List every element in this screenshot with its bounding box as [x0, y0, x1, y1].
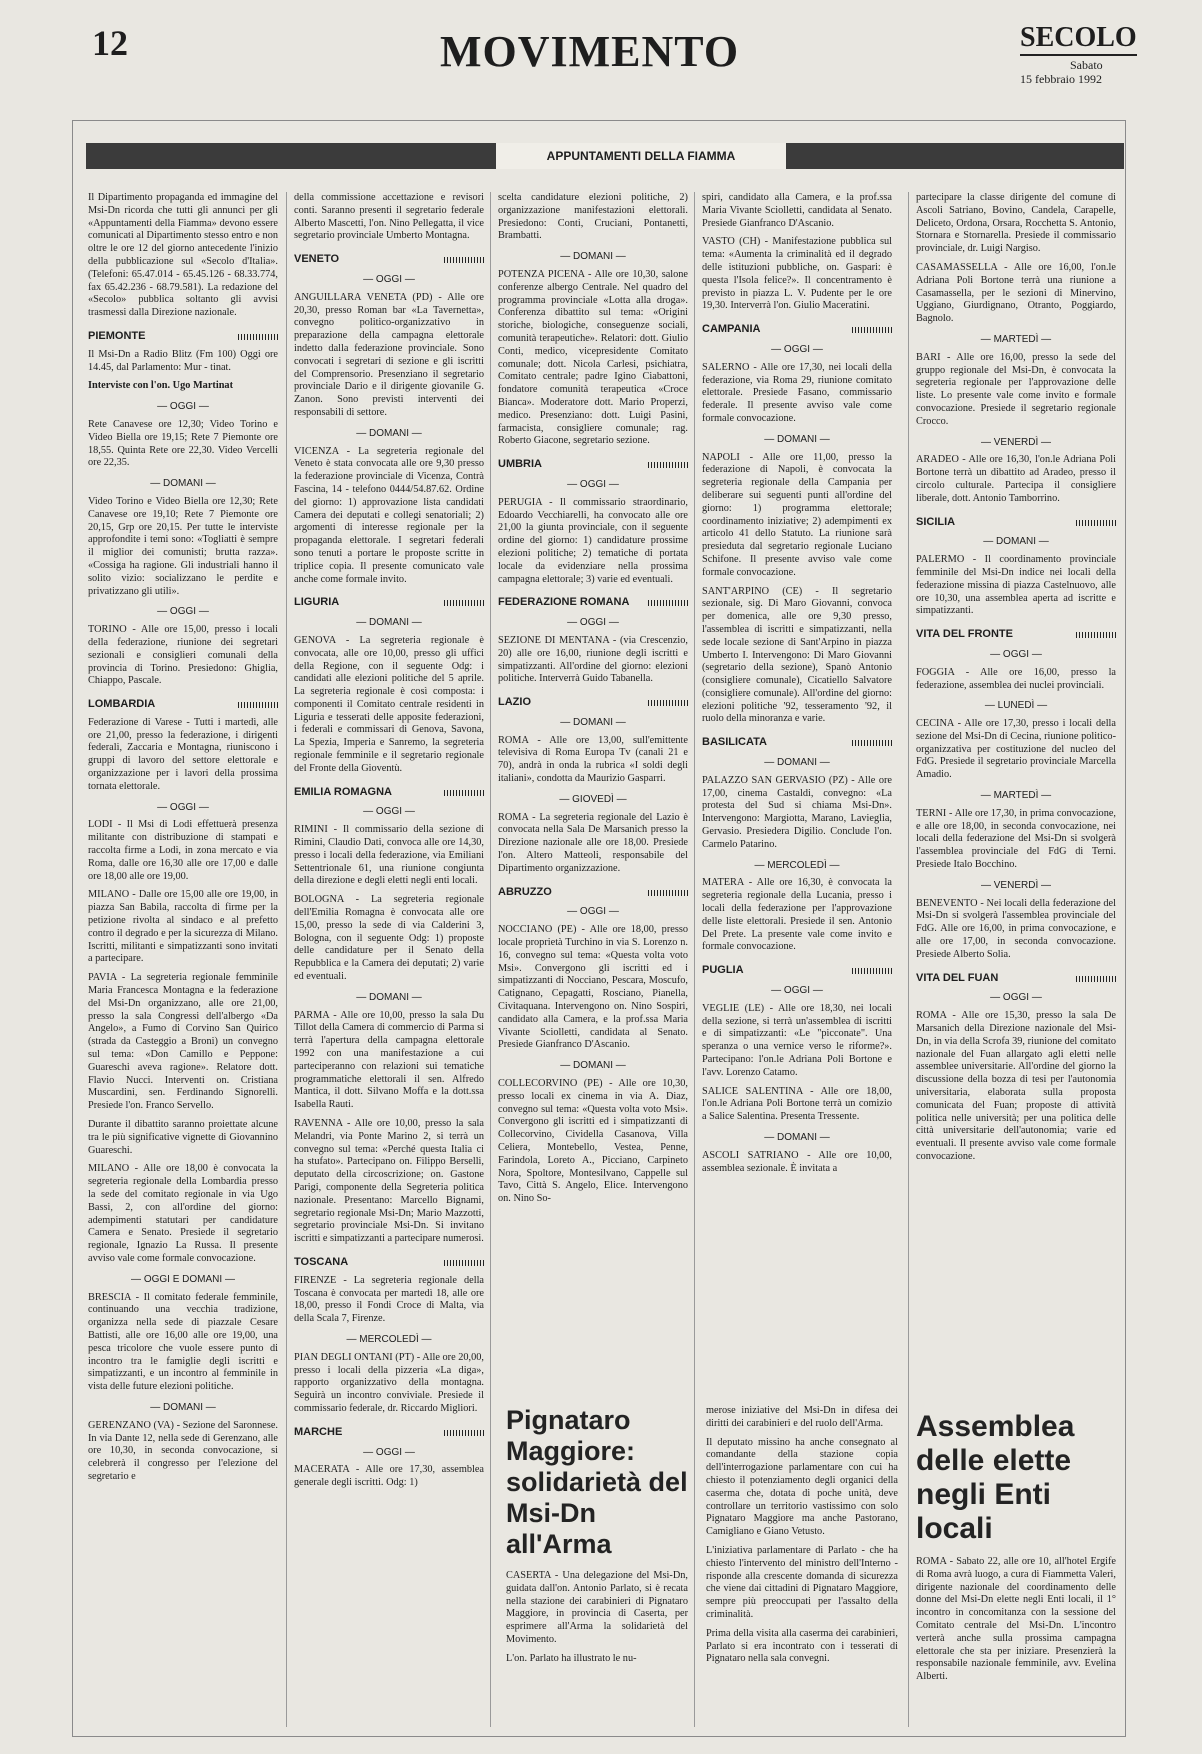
column-rule [286, 192, 287, 1727]
day-label: — MARTEDÌ — [980, 333, 1052, 345]
page-number: 12 [92, 23, 128, 63]
notice: ANGUILLARA VENETA (PD) - Alle ore 20,30, presso Roman bar «La Tavernetta», convegno politico-organizzativo in preparazione della campagna elettorale indetto dalla federazione provinciale. Sono convocati i segretari di sezione e gli iscritti del Comprensorio. Presenziano il segretario provinciale Dario e il dirigente giovanile G. Zanon. Sono previsti interventi dei responsabili di settore. [294, 291, 484, 418]
notice: RIMINI - Il commissario della sezione di Rimini, Claudio Dati, convoca alle ore 14,30, presso i locali della federazione, via Emiliani Settentrionale 61, una riunione congiunta della direzione e degli eletti negli enti locali. [294, 824, 484, 887]
region-heading-sicilia: SICILIA [916, 516, 1116, 529]
notice-heading: Interviste con l'on. Ugo Martinat [88, 380, 233, 392]
article-headline: Assemblea delle elette negli Enti locali [916, 1410, 1075, 1545]
notice: SALERNO - Alle ore 17,30, nei locali della federazione, via Roma 29, riunione comitato elettorale. Presiede Fasano, commissario federale. Il presente avviso vale come formale convocazione. [702, 361, 892, 424]
notice: PIAN DEGLI ONTANI (PT) - Alle ore 20,00, presso i locali della pizzeria «La diga», rapporto organizzativo della montagna. Seguirà un incontro conviviale. Presiede il commissario federale, dr. Riccardo Migliori. [294, 1351, 484, 1414]
notice: CECINA - Alle ore 17,30, presso i locali della sezione del Msi-Dn di Cecina, riunione politico-organizzativa per costituzione del nucleo del FdG. Presiede il segretario provinciale Marcella Amadio. [916, 718, 1116, 781]
notice: VEGLIE (LE) - Alle ore 18,30, nei locali della sezione, si terrà un'assemblea di iscritti e di simpatizzanti: «Le "picconate". Una speranza o una vernice verso le riforme?». Partecipano: l'on.le Adriana Poli Bortone e l'avv. Lorenzo Catamo. [702, 1002, 892, 1078]
column-5 [916, 192, 1116, 1392]
notice: VASTO (CH) - Manifestazione pubblica sul tema: «Aumenta la criminalità ed il degrado delle istituzioni pubbliche, on. Gaspari: è questa l'Isola felice?». Il concentramento è previsto in piazza L. V. Pudente per le ore 19,30. Interverrà l'on. Giulio Maceratini. [702, 236, 892, 312]
notice: BARI - Alle ore 16,00, presso la sede del gruppo regionale del Msi-Dn, è convocata la segreteria regionale per l'approvazione delle liste. Lo presente vale come invito e formale convocazione. Presiede il segretario regionale Crocco. [916, 351, 1116, 427]
day-label: — OGGI E DOMANI — [131, 1273, 235, 1285]
article-body: L'iniziativa parlamentare di Parlato - che ha chiesto l'intervento del ministro dell'Interno - risponde alla crescente domanda di sicurezza che viene dai cittadini di Pignataro Maggiore, sempre più preoccupati per l'assalto della criminalità. [706, 1544, 898, 1620]
region-heading-federazione-romana: FEDERAZIONE ROMANA [498, 596, 688, 609]
notice: PAVIA - La segreteria regionale femminile Maria Francesca Montagna e la federazione del Msi-Dn organizzano, alle ore 21,00, presso la sala Congressi dell'albergo «Da Angelo», a Fumo di Corvino San Quirico (strada da Casteggio a Broni) un convegno sul tema: «Don Camillo e Peppone: Guareschi aveva ragione». Relatore dott. Flavio Nucci. Interventi on. Cristiana Muscardini, sen. Ferdinando Signorelli. Presiede l'on. Franco Servello. [88, 972, 278, 1112]
day-label: — MERCOLEDÌ — [754, 859, 840, 871]
day-label: — OGGI — [363, 1446, 415, 1458]
article-body: merose iniziative del Msi-Dn in difesa dei diritti dei carabinieri e del ruolo dell'Arma. [706, 1405, 898, 1429]
column-3 [498, 192, 688, 1397]
day-label: — DOMANI — [150, 478, 216, 490]
notice: NAPOLI - Alle ore 11,00, presso la federazione di Napoli, è convocata la segreteria regionale della Campania per deliberare sui seguenti punti all'ordine del giorno: 1) programma elettorale; coordinamento iniziative; 2) adempimenti ex articolo 41 dello Statuto. La riunione sarà presieduta dal segretario regionale Luciano Schifone. Il presente avviso vale come formale convocazione. [702, 451, 892, 578]
notice: BRESCIA - Il comitato federale femminile, continuando una vecchia tradizione, organizza nella sede di piazzale Cesare Battisti, alle ore 16,00 alle ore 19,00, una pesca tricolore che vuole essere punto di incontro tra le famiglie degli iscritti e simpatizzanti, e un incontro al femminile in vista delle future elezioni politiche. [88, 1291, 278, 1393]
section-title: MOVIMENTO [440, 27, 740, 76]
article-headline: Pignataro Maggiore: solidarietà del Msi-Dn all'Arma [506, 1405, 688, 1559]
day-label: — MERCOLEDÌ — [346, 1333, 432, 1345]
notice: ARADEO - Alle ore 16,30, l'on.le Adriana Poli Bortone terrà un dibattito ad Aradeo, presso il circolo culturale. Partecipa il consigliere liberale, dott. Antonio Tamborrino. [916, 454, 1116, 504]
notice: CASAMASSELLA - Alle ore 16,00, l'on.le Adriana Poli Bortone terrà una riunione a Casamassella, per le sezioni di Minervino, Uggiano, Giurdignano, Otranto, Poggiardo, Bagnolo. [916, 261, 1116, 325]
notice: scelta candidature elezioni politiche, 2) organizzazione manifestazioni elettorali. Presiedono: Conti, Cruciani, Pontanetti, Brambatti. [498, 192, 688, 242]
newspaper-logo: SECOLO [1020, 22, 1137, 56]
day-label: — OGGI — [990, 992, 1042, 1004]
notice: PALERMO - Il coordinamento provinciale femminile del Msi-Dn indice nei locali della federazione missina di piazza Castelnuovo, alle ore 10,30, una assemblea aperta ad iscritte e simpatizzanti. [916, 554, 1116, 617]
notice: SALICE SALENTINA - Alle ore 18,00, l'on.le Adriana Poli Bortone terrà un comizio a Salice Salentina. Presenta Tressente. [702, 1085, 892, 1123]
day-label: — DOMANI — [560, 716, 626, 728]
region-heading-vita-del-fronte: VITA DEL FRONTE [916, 628, 1116, 641]
day-label: — DOMANI — [983, 536, 1049, 548]
masthead [0, 0, 1202, 115]
notice: ROMA - La segreteria regionale del Lazio è convocata nella Sala De Marsanich presso la Direzione nazionale alle ore 18,00. Presiede l'on. Altero Matteoli, responsabile del Dipartimento organizzazione. [498, 811, 688, 874]
day-label: — OGGI — [567, 478, 619, 490]
region-heading-basilicata: BASILICATA [702, 736, 892, 749]
article-pignataro [506, 1405, 688, 1727]
notice: partecipare la classe dirigente del comune di Ascoli Satriano, Bovino, Candela, Carapelle, Deliceto, Ordona, Orsara, Rocchetta S. Antonio, Stornara e Stornarella. Presiede il commissario provinciale, dr. Luigi Nargiso. [916, 192, 1116, 255]
notice: POTENZA PICENA - Alle ore 10,30, salone conferenze albergo Centrale. Nel quadro del programma provinciale «Lotta alla droga». Conferenza dibattito sul tema: «Origini storiche, biologiche, conseguenze sociali, comunità terapeutiche». Relatori: dott. Giulio Conti, medico, vicepresidente Comitato comunale; dott. Nicola Carlesi, psichiatra, Comitato centrale; padre Igino Ciabattoni, fondatore comunità terapeutica «Croce Bianca». Moderatore dott. Mario Properzi, medico. Presenziano: dott. Luigi Pasini, farmacista, consigliere comunale; rag. Roberto Giacone, segretario sezione. [498, 268, 688, 447]
banner-band [496, 143, 786, 169]
notice: Federazione di Varese - Tutti i martedì, alle ore 21,00, presso la federazione, i dirigenti federali, Zaccaria e Montagna, riuniscono i gruppi di lavoro del settore elettorale e organizzazione per i lavori della prossima tornata elettorale. [88, 716, 278, 792]
column-1 [88, 192, 278, 1727]
day-label: — DOMANI — [356, 617, 422, 629]
notice: LODI - Il Msi di Lodi effettuerà presenza militante con distribuzione di stampati e raccolta firme a Lodi, in zona mercato e via Roma, dalle ore 16,30 alle ore 17,00 e dalle ore 18,00 alle ore 19,00. [88, 819, 278, 882]
region-heading-vita-del-fuan: VITA DEL FUAN [916, 972, 1116, 985]
notice: ROMA - Alle ore 15,30, presso la sala De Marsanich della Direzione nazionale del Msi-Dn, in via della Scrofa 39, riunione del comitato nazionale del Fuan allargato agli eletti nelle assemblee universitarie. All'ordine del giorno la discussione della bozza di tesi per l'autonomia universitaria, elaborata sulla proposta comunicata del Fuan; proposte di attività politica nelle università; per una politica delle città universitarie dell'autonomia; varie ed eventuali. Il presente avviso vale come formale convocazione. [916, 1010, 1116, 1162]
notice: MILANO - Alle ore 18,00 è convocata la segreteria regionale della Lombardia presso la sede del comitato regionale in via Ugo Bassi, 2, con all'ordine del giorno: adempimenti statutari per candidature Camera e Senato. Presiede il segretario regionale, Ignazio La Russa. Il presente avviso vale come formale convocazione. [88, 1163, 278, 1264]
column-rule [694, 192, 695, 1727]
day-label: — DOMANI — [764, 433, 830, 445]
banner-title: APPUNTAMENTI DELLA FIAMMA [546, 149, 736, 163]
article-body: Il deputato missino ha anche consegnato al comandante della stazione copia dell'interrogazione parlamentare con cui ha chiesto il potenziamento degli organici della caserma che, dotata di poche unità, deve controllare un territorio vastissimo con solo Pignataro Maggiore ma anche Pastorano, Camigliano e Giano Vetusto. [706, 1436, 898, 1538]
day-label: — OGGI — [990, 648, 1042, 660]
notice: GERENZANO (VA) - Sezione del Saronnese. In via Dante 12, nella sede di Gerenzano, alle ore 10,30, in seconda convocazione, si celebrerà il congresso per l'elezione del segretario e [88, 1419, 278, 1482]
day-label: — DOMANI — [356, 991, 422, 1003]
section-banner [86, 143, 1124, 169]
notice: SEZIONE DI MENTANA - (via Crescenzio, 20) alle ore 16,00, riunione degli iscritti e simpatizzanti. All'ordine del giorno: elezioni politiche. Interverrà Guido Tabanella. [498, 634, 688, 685]
notice: GENOVA - La segreteria regionale è convocata, alle ore 10,00, presso gli uffici della Regione, con il seguente Odg: i candidati alle elezioni politiche del 5 aprile. La segreteria regionale è così composta: i componenti il Comitato centrale residenti in Liguria e tesserati delle apposite federazioni, i federali e commissari di Genova, Savona, La Spezia, Imperia e Sanremo, la segreteria regionale femminile e il segretario regionale del Fronte della Gioventù. [294, 634, 484, 774]
day-label: — OGGI — [363, 273, 415, 285]
day-label: — MARTEDÌ — [980, 790, 1052, 802]
notice: Il Msi-Dn a Radio Blitz (Fm 100) Oggi ore 14.45, dal Parlamento: Mur - tinat. [88, 348, 278, 373]
notice: BENEVENTO - Nei locali della federazione del Msi-Dn si svolgerà l'assemblea provinciale del FdG. Alle ore 16,00, in prima convocazione, e alle ore 17,00, in seconda convocazione. Presiede Alberto Solia. [916, 897, 1116, 960]
notice: spiri, candidato alla Camera, e la prof.ssa Maria Vivante Sciolletti, candidata al Senato. Presiede Gianfranco D'Ascanio. [702, 192, 892, 229]
notice: Durante il dibattito saranno proiettate alcune tra le più significative vignette di Giovannino Guareschi. [88, 1119, 278, 1156]
day-label: — OGGI — [567, 906, 619, 918]
region-heading-lazio: LAZIO [498, 696, 688, 709]
day-label: — OGGI — [157, 401, 209, 413]
day-label: — DOMANI — [764, 757, 830, 769]
column-2 [294, 192, 484, 1727]
notice: SANT'ARPINO (CE) - Il segretario sezionale, sig. Di Maro Giovanni, convoca per domenica, alle ore 9,30 presso, l'assemblea di iscritti e simpatizzanti, nella sede locale sezione di Sant'Arpino in piazza Umberto I. Intervengono: Di Maro Giovanni (segretario della sezione), Spanò Antonio (consigliere comunale), Cicatiello Salvatore (consigliere comunale). All'ordine del giorno: elezioni politiche '92, tesseramento '92, il ruolo della minoranza e varie. [702, 585, 892, 725]
region-heading-toscana: TOSCANA [294, 1256, 484, 1269]
region-heading-marche: MARCHE [294, 1426, 484, 1439]
day-label: — OGGI — [771, 343, 823, 355]
notice: MACERATA - Alle ore 17,30, assemblea generale degli iscritti. Odg: 1) [294, 1464, 484, 1489]
region-heading-puglia: PUGLIA [702, 964, 892, 977]
day-label: — OGGI — [567, 617, 619, 629]
notice: MATERA - Alle ore 16,30, è convocata la segreteria regionale della Lucania, presso i locali della federazione per l'approvazione delle liste elettorali. Presiede il sen. Antonio Del Prete. La presente vale come invito e formale convocazione. [702, 877, 892, 953]
region-heading-lombardia: LOMBARDIA [88, 698, 278, 711]
region-heading-emilia-romagna: EMILIA ROMAGNA [294, 786, 484, 799]
day-label: — OGGI — [157, 606, 209, 618]
day-label: — VENERDÌ — [980, 879, 1051, 891]
notice: NOCCIANO (PE) - Alle ore 18,00, presso locale proprietà Turchino in via S. Lorenzo n. 16, convegno sul tema: «Questa volta voto Msi». Convergono gli iscritti ed i simpatizzanti di Nocciano, Pescara, Moscufo, Catignano, Cepagatti, Rosciano, Pianella, Civitaquana. Intervengono on. Nino Sospiri, candidato alla Camera, e la prof.ssa Maria Vivante Sciolletti, candidata al Senato. Presiede Gianfranco D'Ascanio. [498, 924, 688, 1051]
day-label: — OGGI — [157, 801, 209, 813]
notice: Rete Canavese ore 12,30; Video Torino e Video Biella ore 19,15; Rete 7 Piemonte ore 18,55. Quinta Rete ore 22,30. Video Vercelli ore 22,35. [88, 418, 278, 469]
article-body: ROMA - Sabato 22, alle ore 10, all'hotel Ergife di Roma avrà luogo, a cura di Fiammetta Valeri, dirigente nazionale del coordinamento delle donne del Msi-Dn elette negli Enti locali, il 1° incontro in concomitanza con la sessione del Comitato centrale del Msi-Dn. L'incontro verterà anche sulla prossima campagna elettorale che sta per iniziare. Presenzierà la responsabile nazionale femminile, avv. Evelina Alberti. [916, 1556, 1116, 1683]
notice: TORINO - Alle ore 15,00, presso i locali della federazione, riunione dei segretari sezionali e consiglieri comunali della provincia di Torino. Presiedono: Ghiglia, Chiappo, Pascale. [88, 624, 278, 687]
notice: RAVENNA - Alle ore 10,00, presso la sala Melandri, via Ponte Marino 2, si terrà un convegno sul tema: «Perché questa Italia ci ha stufato». Partecipano on. Filippo Berselli, deputato della circoscrizione; on. Gastone Parigi, componente della Segreteria politica nazionale. Presentano: Marcello Bignami, segretario regionale Msi-Dn; Mario Mazzotti, segretario provinciale Msi-Dn. Si invitano iscritti e simpatizzanti a partecipare numerosi. [294, 1118, 484, 1245]
notice: TERNI - Alle ore 17,30, in prima convocazione, e alle ore 18,00, in seconda convocazione, nei locali della federazione del Msi-Dn si svolgerà l'assemblea provinciale del FdG di Terni. Presiede Italo Bocchino. [916, 807, 1116, 871]
region-heading-campania: CAMPANIA [702, 323, 892, 336]
region-heading-piemonte: PIEMONTE [88, 330, 278, 343]
notice: PERUGIA - Il commissario straordinario, Edoardo Vecchiarelli, ha convocato alle ore 21,00 la giunta provinciale, con il seguente ordine del giorno: 1) candidature prossime elezioni politiche; 2) tematiche di portata locale da evidenziare nella prossima campagna elettorale; 3) varie ed eventuali. [498, 496, 688, 585]
region-heading-liguria: LIGURIA [294, 596, 484, 609]
notice: ROMA - Alle ore 13,00, sull'emittente televisiva di Roma Europa Tv (canali 21 e 70), andrà in onda la rubrica «I soldi degli italiani», condotta da Maurizio Gasparri. [498, 734, 688, 785]
column-rule [908, 192, 909, 1727]
issue-date: 15 febbraio 1992 [1020, 72, 1102, 86]
article-body: Prima della visita alla caserma dei carabinieri, Parlato si era incontrato con i tesserati di Pignataro nella sala convegni. [706, 1627, 898, 1665]
day-label: — DOMANI — [560, 1060, 626, 1072]
notice: BOLOGNA - La segreteria regionale dell'Emilia Romagna è convocata alle ore 15,00, presso la sede di via Calderini 3, Bologna, con il seguente Odg: 1) proposte delle candidature per il Senato della Repubblica e la Camera dei deputati; 2) varie ed eventuali. [294, 894, 484, 983]
notice: della commissione accettazione e revisori conti. Saranno presenti il segretario federale Alberto Mascetti, l'on. Nino Pellegatta, il vice segretario provinciale Umberto Montagna. [294, 192, 484, 242]
day-label: — DOMANI — [764, 1132, 830, 1143]
column-4 [702, 192, 892, 1397]
region-heading-umbria: UMBRIA [498, 458, 688, 471]
day-label: — VENERDÌ — [980, 436, 1051, 448]
day-label: — OGGI — [363, 806, 415, 818]
article-body: CASERTA - Una delegazione del Msi-Dn, guidata dall'on. Antonio Parlato, si è recata nella stazione dei carabinieri di Pignataro Maggiore, in provincia di Caserta, per esprimere all'Arma la solidarietà del Movimento. [506, 1570, 688, 1645]
notice: PARMA - Alle ore 10,00, presso la sala Du Tillot della Camera di commercio di Parma si terrà l'apertura della campagna elettorale 1992 con una manifestazione a cui parteciperanno con relazioni sui tematiche programmatiche elettorali il sen. Alfredo Mantica, il dott. Silvano Moffa e la dott.ssa Isabella Rauti. [294, 1009, 484, 1111]
region-heading-veneto: VENETO [294, 253, 484, 266]
issue-day: Sabato [1070, 58, 1103, 72]
notice: VICENZA - La segreteria regionale del Veneto è stata convocata alle ore 9,30 presso la federazione provinciale di Vicenza, Contrà Fascina, 14 - telefono 0444/54.87.62. Ordine del giorno: 1) approvazione lista candidati Camera dei deputati e collegi senatoriali; 2) argomenti di interesse regionale per la propaganda elettorale. I segretari federali sono tenuti a portare le proposte scritte in triplice copia. Il presente comunicato vale anche come formale invito. [294, 445, 484, 585]
article-body: L'on. Parlato ha illustrato le nu- [506, 1652, 637, 1664]
day-label: — LUNEDÌ — [984, 700, 1048, 712]
notice: PALAZZO SAN GERVASIO (PZ) - Alle ore 17,00, cinema Castaldi, convegno: «La protesta del Sud si chiama Msi-Dn». Intervengono: Margiotta, Marano, Lavieglia, Gervasio. Presiedera Digilio. Conclude l'on. Carmelo Patarino. [702, 774, 892, 850]
day-label: — DOMANI — [560, 251, 626, 263]
notice: FIRENZE - La segreteria regionale della Toscana è convocata per martedì 18, alle ore 18,00, presso il Fondi Croce di Malta, via della Scala 7, Firenze. [294, 1274, 484, 1325]
day-label: — DOMANI — [356, 427, 422, 439]
day-label: — GIOVEDÌ — [559, 793, 627, 805]
notice: COLLECORVINO (PE) - Alle ore 10,30, presso locali ex cinema in via A. Diaz, convegno sul tema: «Questa volta voto Msi». Convergono gli iscritti ed i simpatizzanti di Collecorvino, Cividella Casanova, Villa Celiera, Montebello, Vestea, Penne, Farindola, Loreto A., Picciano, Carpineto Nora, Spoltore, Montesilvano, Cappelle sul Tavo, Città S. Angelo, Elice. Intervengono on. Nino So- [498, 1078, 688, 1205]
column-rule [490, 192, 491, 1727]
article-pignataro-continued [706, 1405, 898, 1727]
region-heading-abruzzo: ABRUZZO [498, 886, 688, 899]
notice: Video Torino e Video Biella ore 12,30; Rete Canavese ore 19,10; Rete 7 Piemonte ore 20,15, Grp ore 20,15. Per tutte le interviste approfondite i temi sono: «Togliatti è sempre il miglior dei comunisti; brutta razza». «Cossiga ha ragione. Gli industriali hanno il solito vizio: socializzano le perdite e privatizzano gli utili». [88, 495, 278, 597]
notice: ASCOLI SATRIANO - Alle ore 10,00, assemblea sezionale. È invitata a [702, 1149, 892, 1174]
notice: MILANO - Dalle ore 15,00 alle ore 19,00, in piazza San Babila, raccolta di firme per la petizione rivolta al sindaco e al prefetto contro il degrado e per la sicurezza di Milano. Iscritti, militanti e simpatizzanti sono invitati a partecipare. [88, 889, 278, 965]
day-label: — OGGI — [771, 985, 823, 997]
article-assemblea [916, 1410, 1116, 1727]
day-label: — DOMANI — [150, 1401, 216, 1413]
intro-notice: Il Dipartimento propaganda ed immagine del Msi-Dn ricorda che tutti gli annunci per gli «Appuntamenti della Fiamma» devono essere comunicati al Dipartimento stesso entro e non oltre le ore 12 del giorno antecedente l'inizio della pubblicazione sul «Secolo d'Italia». (Telefoni: 65.47.014 - 65.45.126 - 68.33.774, fax 65.42.236 - 68.79.581). La redazione del «Secolo» pubblica soltanto gli avvisi trasmessi dalla Direzione nazionale. [88, 192, 278, 319]
notice: FOGGIA - Alle ore 16,00, presso la federazione, assemblea dei nuclei provinciali. [916, 666, 1116, 691]
